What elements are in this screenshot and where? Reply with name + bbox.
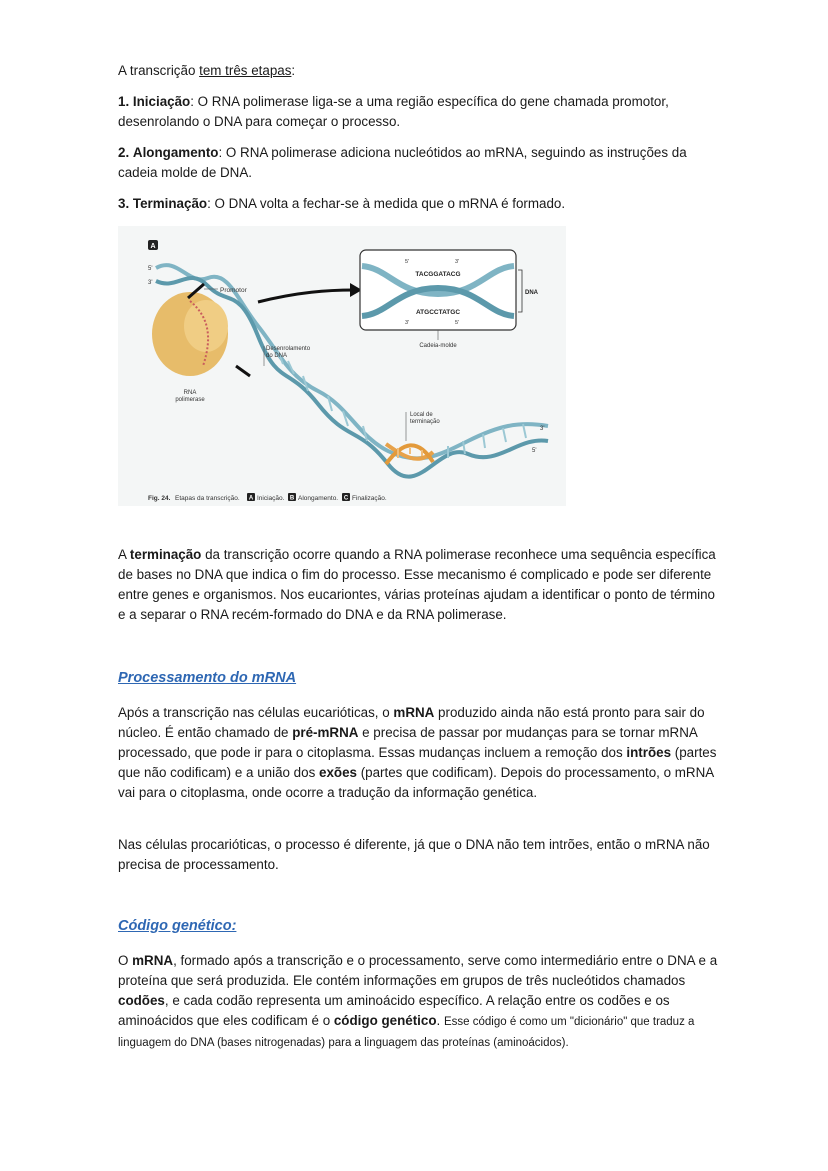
rna-polymerase-label-1: RNA bbox=[183, 390, 197, 396]
template-label: Cadeia-molde bbox=[419, 343, 457, 349]
rna-polymerase-label-2: polimerase bbox=[175, 397, 205, 403]
caption-c: Finalização. bbox=[352, 495, 387, 502]
genetic-code-small-note: Esse código é como um "dicionário" que traduz a linguagem do DNA (bases nitrogenadas) para a linguagem das proteínas (aminoácidos). bbox=[118, 1016, 695, 1049]
zoom-arrow bbox=[258, 290, 354, 302]
caption-b: Alongamento. bbox=[298, 495, 339, 502]
unwinding-label-1: Desenrolamento bbox=[266, 346, 311, 352]
panel-letter: A bbox=[150, 243, 156, 250]
underlined-phrase: tem três etapas bbox=[199, 63, 292, 78]
strand-3-label: 3' bbox=[148, 280, 153, 286]
inset-5-top: 5' bbox=[405, 259, 410, 265]
step-termination: 3. Terminação: O DNA volta a fechar-se à medida que o mRNA é formado. bbox=[118, 196, 566, 211]
inset-3-top: 3' bbox=[455, 259, 460, 265]
step-title: Terminação bbox=[132, 196, 208, 211]
termination-label-2: terminação bbox=[410, 419, 440, 425]
strand-3-right-label: 3' bbox=[540, 426, 545, 432]
unwinding-label-2: do DNA bbox=[266, 353, 288, 359]
step-initiation: 1. Iniciação: O RNA polimerase liga-se a uma região específica do gene chamada promotor, desenrolando o DNA para começar o processo. bbox=[118, 94, 669, 129]
caption-prefix: Fig. 24. bbox=[148, 495, 171, 502]
caption-a: Iniciação. bbox=[257, 495, 285, 502]
transcription-diagram bbox=[118, 226, 566, 506]
promoter-label: Promotor bbox=[220, 287, 247, 294]
inset-3-bottom: 3' bbox=[405, 320, 410, 326]
caption-c-letter: C bbox=[343, 495, 349, 502]
caption-text: Etapas da transcrição. bbox=[175, 495, 240, 502]
strand-5-right-label: 5' bbox=[532, 448, 537, 454]
step-elongation: 2. Alongamento: O RNA polimerase adiciona nucleótidos ao mRNA, seguindo as instruções da cadeia molde de DNA. bbox=[118, 145, 687, 180]
transcription-figure bbox=[118, 226, 566, 506]
termination-label-1: Local de bbox=[410, 412, 433, 418]
processing-paragraph-1: Após a transcrição nas células eucarióticas, o mRNA produzido ainda não está pronto para sair do núcleo. É então chamado de pré-mRNA e precisa de passar por mudanças para se tornar mRNA processado, que pode ir para o citoplasma. Essas mudanças incluem a remoção dos intrões (partes que não codificam) e a união dos exões (partes que codificam). Depois do processamento, o mRNA vai para o citoplasma, onde ocorre a tradução da informação genética. bbox=[118, 705, 717, 800]
caption-a-letter: A bbox=[248, 495, 254, 502]
rna-polymerase-highlight bbox=[184, 300, 228, 352]
strand-5-label: 5' bbox=[148, 266, 153, 272]
dna-base-pairs bbox=[278, 351, 526, 458]
caption-b-letter: B bbox=[289, 495, 295, 502]
termination-paragraph: A terminação da transcrição ocorre quando a RNA polimerase reconhece uma sequência específica de bases no DNA que indica o fim do processo. Esse mecanismo é complicado e pode ser diferente entre genes e organismos. Nos eucariontes, várias proteínas ajudam a identificar o ponto de término e a separar o RNA recém-formado do DNA e da RNA polimerase. bbox=[118, 547, 716, 622]
processing-paragraph-2: Nas células procarióticas, o processo é diferente, já que o DNA não tem intrões, então o mRNA não precisa de processamento. bbox=[118, 837, 710, 872]
inset-5-bottom: 5' bbox=[455, 320, 460, 326]
intro-paragraph: A transcrição tem três etapas: bbox=[118, 63, 296, 78]
step-title: Iniciação bbox=[132, 94, 191, 109]
genetic-code-heading: Código genético: bbox=[118, 918, 237, 934]
unwinding-marker bbox=[236, 366, 250, 376]
step-title: Alongamento bbox=[132, 145, 219, 160]
processing-heading: Processamento do mRNA bbox=[118, 670, 297, 686]
genetic-code-paragraph: O mRNA, formado após a transcrição e o processamento, serve como intermediário entre o DNA e a proteína que será produzida. Ele contém informações em grupos de três nucleótidos chamados codões, e cada codão representa um aminoácido específico. A relação entre os codões e os aminoácidos que eles codificam é o código genético. Esse código é como um "dicionário" que traduz a linguagem do DNA (bases nitrogenadas) para a linguagem das proteínas (aminoácidos). bbox=[118, 953, 718, 1049]
inset-top-sequence: TACGGATACG bbox=[415, 271, 461, 278]
inset-bottom-sequence: ATGCCTATGC bbox=[415, 309, 461, 316]
inset-dna-label: DNA bbox=[525, 290, 538, 296]
inset-dna-bracket bbox=[518, 270, 522, 312]
figure-caption bbox=[148, 493, 387, 502]
